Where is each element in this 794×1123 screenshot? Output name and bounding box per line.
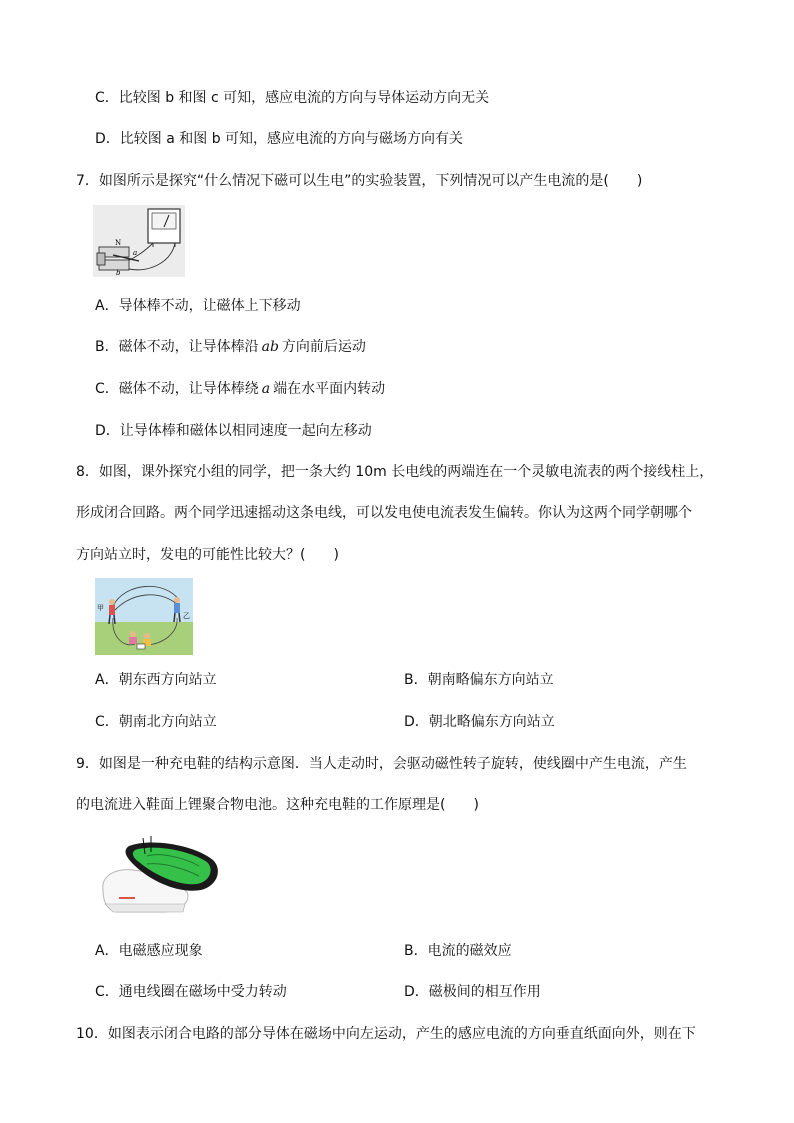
q8-option-c: C．朝南北方向站立 — [95, 714, 217, 730]
q7-option-c-variable: a — [261, 381, 271, 397]
q8-option-a: A．朝东西方向站立 — [95, 672, 217, 688]
q7-option-c-text-end: 端在水平面内转动 — [273, 381, 386, 397]
q7-option-c — [95, 379, 385, 399]
students-swinging-wire-image — [95, 578, 193, 655]
q8-option-b: B．朝南略偏东方向站立 — [404, 672, 554, 688]
q8-stem-line-2: 形成闭合回路。两个同学迅速摇动这条电线，可以发电使电流表发生偏转。你认为这两个同学朝哪个 — [76, 505, 692, 521]
q8-fig-label-jia: 甲 — [97, 604, 104, 612]
q10-stem-line-1: 10．如图表示闭合电路的部分导体在磁场中向左运动，产生的感应电流的方向垂直纸面向外，则在下 — [76, 1026, 696, 1042]
q9-option-b: B．电流的磁效应 — [404, 943, 512, 959]
q9-stem-line-1: 9．如图是一种充电鞋的结构示意图．当人走动时，会驱动磁性转子旋转，使线圈中产生电流，产生 — [76, 756, 687, 772]
q9-option-c: C．通电线圈在磁场中受力转动 — [95, 984, 287, 1000]
q7-option-b-text: B．磁体不动，让导体棒沿 — [95, 339, 259, 355]
q8-fig-label-yi: 乙 — [183, 612, 190, 620]
q9-stem-line-2: 的电流进入鞋面上锂聚合物电池。这种充电鞋的工作原理是( ) — [76, 797, 479, 813]
q7-fig-label-b: b — [116, 269, 121, 277]
q7-option-c-text: C．磁体不动，让导体棒绕 — [95, 381, 259, 397]
q7-stem: 7．如图所示是探究“什么情况下磁可以生电”的实验装置，下列情况可以产生电流的是( ) — [76, 173, 643, 189]
q8-stem-line-3: 方向站立时，发电的可能性比较大？( ) — [76, 547, 339, 563]
q8-stem-line-1: 8．如图，课外探究小组的同学，把一条大约 10m 长电线的两端连在一个灵敏电流表的两个接线柱上， — [76, 464, 714, 480]
charging-shoe-image — [95, 832, 223, 918]
q7-option-b-variable: ab — [261, 339, 279, 355]
q8-students-figure — [95, 578, 193, 655]
q9-option-d: D．磁极间的相互作用 — [404, 984, 541, 1000]
q8-option-d: D．朝北略偏东方向站立 — [404, 714, 555, 730]
galvanometer-apparatus-image — [93, 205, 185, 277]
q7-fig-label-n: N — [115, 239, 122, 247]
q9-charging-shoe-figure — [95, 832, 223, 918]
q7-fig-label-a: a — [133, 249, 138, 257]
q6-option-d: D．比较图 a 和图 b 可知，感应电流的方向与磁场方向有关 — [95, 131, 464, 147]
q7-option-b-text-end: 方向前后运动 — [281, 339, 366, 355]
q7-option-b — [95, 337, 366, 357]
q6-option-c: C．比较图 b 和图 c 可知，感应电流的方向与导体运动方向无关 — [95, 90, 490, 106]
q7-apparatus-figure — [93, 205, 185, 277]
q7-option-d: D．让导体棒和磁体以相同速度一起向左移动 — [95, 423, 372, 439]
q9-option-a: A．电磁感应现象 — [95, 943, 203, 959]
q7-option-a: A．导体棒不动，让磁体上下移动 — [95, 298, 301, 314]
